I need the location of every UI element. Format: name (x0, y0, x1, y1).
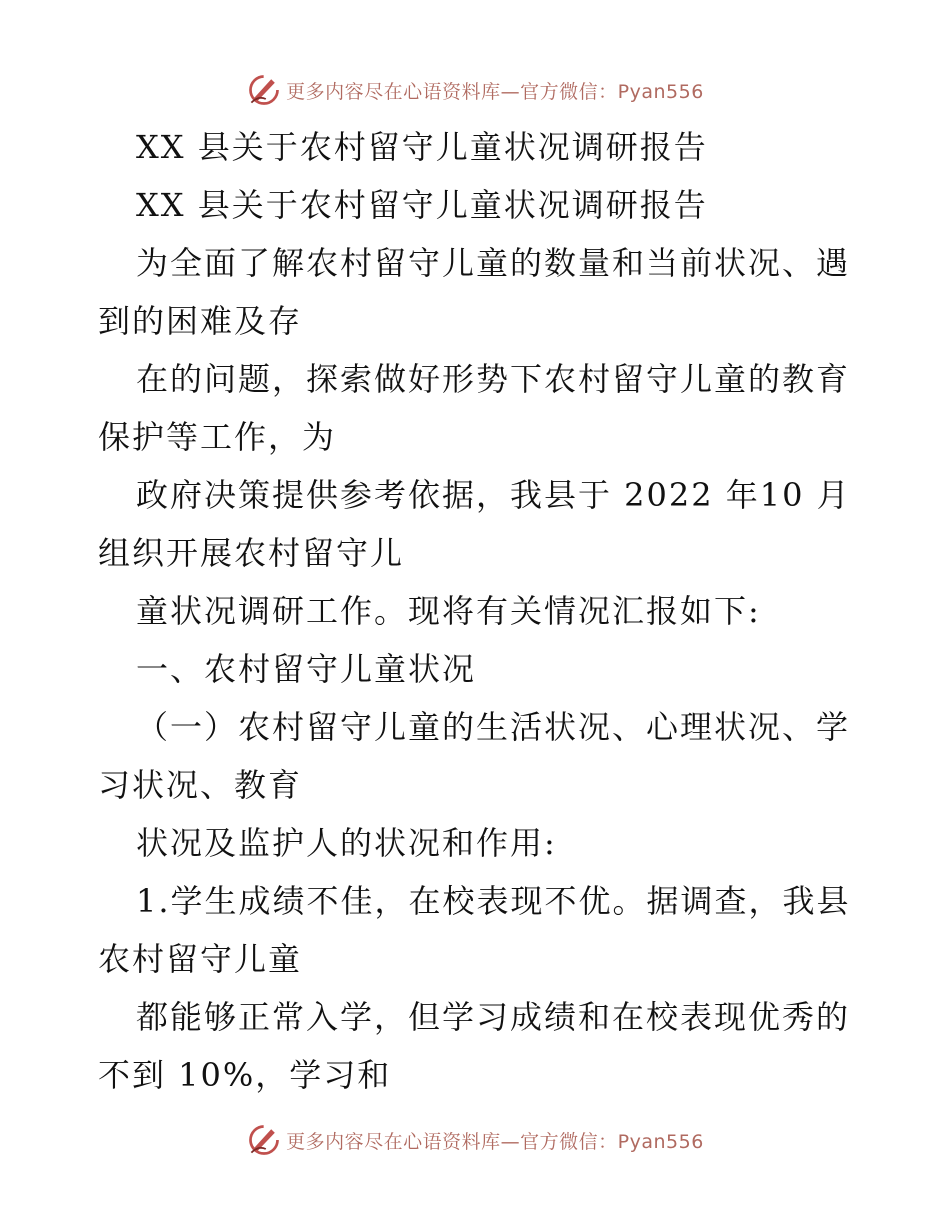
paragraph-line: 不到 10%，学习和 (98, 1056, 392, 1094)
paragraph-line: 习状况、教育 (98, 766, 303, 804)
paragraph-line: 组织开展农村留守儿 (98, 534, 405, 572)
paragraph-line: 童状况调研工作。现将有关情况汇报如下: (136, 592, 761, 630)
banner-text: 更多内容尽在心语资料库—官方微信：Pyan556 (286, 1130, 704, 1153)
paragraph-line: 为全面了解农村留守儿童的数量和当前状况、遇 (136, 244, 851, 282)
paragraph-line: 政府决策提供参考依据，我县于 2022 年10 月 (136, 476, 851, 514)
paragraph-line: 到的困难及存 (98, 302, 303, 340)
paragraph-line: 1.学生成绩不佳，在校表现不优。据调查，我县 (136, 882, 851, 920)
banner-text: 更多内容尽在心语资料库—官方微信：Pyan556 (286, 80, 704, 103)
header-watermark-banner (0, 70, 950, 110)
section-heading: 一、农村留守儿童状况 (136, 650, 477, 688)
document-body (98, 118, 858, 1104)
title-line: XX 县关于农村留守儿童状况调研报告 (136, 128, 708, 166)
footer-watermark-banner (0, 1120, 950, 1160)
paragraph-line: 农村留守儿童 (98, 940, 303, 978)
paragraph-line: 都能够正常入学，但学习成绩和在校表现优秀的 (136, 998, 851, 1036)
paragraph-line: 保护等工作，为 (98, 418, 337, 456)
paragraph-line: 在的问题，探索做好形势下农村留守儿童的教育 (136, 360, 851, 398)
signature-pen-logo-icon (246, 72, 282, 108)
paragraph-line: 状况及监护人的状况和作用: (136, 824, 557, 862)
title-line: XX 县关于农村留守儿童状况调研报告 (136, 186, 708, 224)
signature-pen-logo-icon (246, 1122, 282, 1158)
subsection-heading: （一）农村留守儿童的生活状况、心理状况、学 (136, 708, 851, 746)
